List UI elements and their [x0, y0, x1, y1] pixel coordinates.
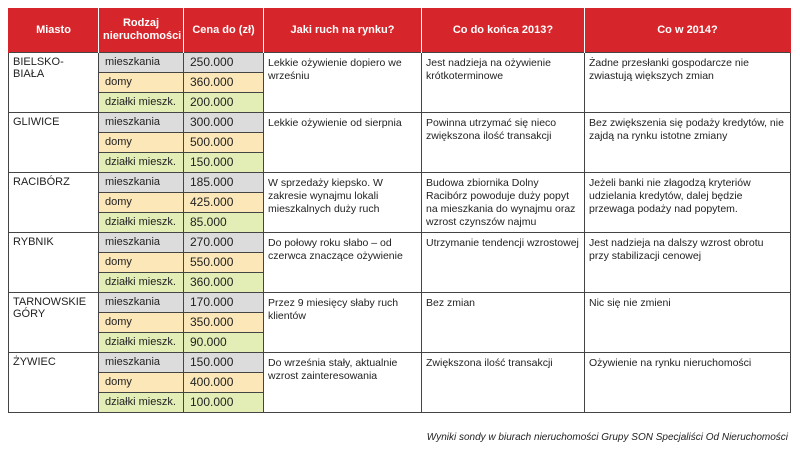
comment-movement: Przez 9 miesięcy słaby ruch klientów: [264, 293, 422, 353]
comment-end2013: Powinna utrzymać się nieco zwiększona ilość transakcji: [422, 113, 585, 173]
property-type: domy: [99, 73, 184, 93]
property-type: mieszkania: [99, 53, 184, 73]
price-value: 500.000: [184, 133, 264, 153]
property-type: domy: [99, 193, 184, 213]
property-type: działki mieszk.: [99, 153, 184, 173]
table-row: [9, 53, 791, 73]
comment-year2014: Bez zwiększenia się podaży kredytów, nie zajdą na rynku istotne zmiany: [585, 113, 791, 173]
property-type: domy: [99, 373, 184, 393]
city-name: ŻYWIEC: [9, 353, 99, 413]
comment-movement: Lekkie ożywienie dopiero we wrześniu: [264, 53, 422, 113]
property-type: domy: [99, 133, 184, 153]
survey-table: [8, 8, 791, 413]
property-type: mieszkania: [99, 353, 184, 373]
table-row: [9, 293, 791, 313]
property-type: działki mieszk.: [99, 333, 184, 353]
price-value: 200.000: [184, 93, 264, 113]
header-type: Rodzaj nieruchomości: [99, 8, 184, 53]
property-type: domy: [99, 313, 184, 333]
property-type: domy: [99, 253, 184, 273]
comment-end2013: Jest nadzieja na ożywienie krótkoterminowe: [422, 53, 585, 113]
comment-year2014: Nic się nie zmieni: [585, 293, 791, 353]
price-value: 400.000: [184, 373, 264, 393]
property-type: mieszkania: [99, 173, 184, 193]
survey-table-container: [8, 8, 790, 413]
comment-year2014: Żadne przesłanki gospodarcze nie zwiastują większych zmian: [585, 53, 791, 113]
property-type: działki mieszk.: [99, 273, 184, 293]
price-value: 150.000: [184, 353, 264, 373]
header-row: [9, 8, 791, 53]
comment-movement: Do września stały, aktualnie wzrost zainteresowania: [264, 353, 422, 413]
price-value: 300.000: [184, 113, 264, 133]
source-footnote: Wyniki sondy w biurach nieruchomości Grupy SON Specjaliści Od Nieruchomości: [426, 432, 788, 443]
property-type: działki mieszk.: [99, 93, 184, 113]
price-value: 360.000: [184, 73, 264, 93]
city-name: TARNOWSKIE GÓRY: [9, 293, 99, 353]
price-value: 250.000: [184, 53, 264, 73]
header-movement: Jaki ruch na rynku?: [264, 8, 422, 53]
price-value: 360.000: [184, 273, 264, 293]
price-value: 90.000: [184, 333, 264, 353]
property-type: mieszkania: [99, 113, 184, 133]
comment-end2013: Bez zmian: [422, 293, 585, 353]
price-value: 425.000: [184, 193, 264, 213]
property-type: mieszkania: [99, 293, 184, 313]
price-value: 270.000: [184, 233, 264, 253]
table-row: [9, 173, 791, 193]
price-value: 350.000: [184, 313, 264, 333]
table-row: [9, 353, 791, 373]
price-value: 150.000: [184, 153, 264, 173]
comment-year2014: Ożywienie na rynku nieruchomości: [585, 353, 791, 413]
city-name: RACIBÓRZ: [9, 173, 99, 233]
header-end2013: Co do końca 2013?: [422, 8, 585, 53]
comment-end2013: Utrzymanie tendencji wzrostowej: [422, 233, 585, 293]
comment-movement: Do połowy roku słabo – od czerwca znaczące ożywienie: [264, 233, 422, 293]
city-name: GLIWICE: [9, 113, 99, 173]
header-price: Cena do (zł): [184, 8, 264, 53]
price-value: 550.000: [184, 253, 264, 273]
header-2014: Co w 2014?: [585, 8, 791, 53]
table-row: [9, 113, 791, 133]
property-type: działki mieszk.: [99, 393, 184, 413]
property-type: działki mieszk.: [99, 213, 184, 233]
city-name: BIELSKO-BIAŁA: [9, 53, 99, 113]
comment-movement: W sprzedaży kiepsko. W zakresie wynajmu lokali mieszkalnych duży ruch: [264, 173, 422, 233]
price-value: 85.000: [184, 213, 264, 233]
price-value: 185.000: [184, 173, 264, 193]
comment-year2014: Jeżeli banki nie złagodzą kryteriów udzielania kredytów, dalej będzie przewaga podaży nad popytem.: [585, 173, 791, 233]
price-value: 100.000: [184, 393, 264, 413]
table-row: [9, 233, 791, 253]
comment-movement: Lekkie ożywienie od sierpnia: [264, 113, 422, 173]
city-name: RYBNIK: [9, 233, 99, 293]
comment-end2013: Zwiększona ilość transakcji: [422, 353, 585, 413]
price-value: 170.000: [184, 293, 264, 313]
header-city: Miasto: [9, 8, 99, 53]
comment-year2014: Jest nadzieja na dalszy wzrost obrotu przy stabilizacji cenowej: [585, 233, 791, 293]
comment-end2013: Budowa zbiornika Dolny Racibórz powoduje duży popyt na mieszkania do wynajmu oraz wzrost czynszów najmu: [422, 173, 585, 233]
property-type: mieszkania: [99, 233, 184, 253]
